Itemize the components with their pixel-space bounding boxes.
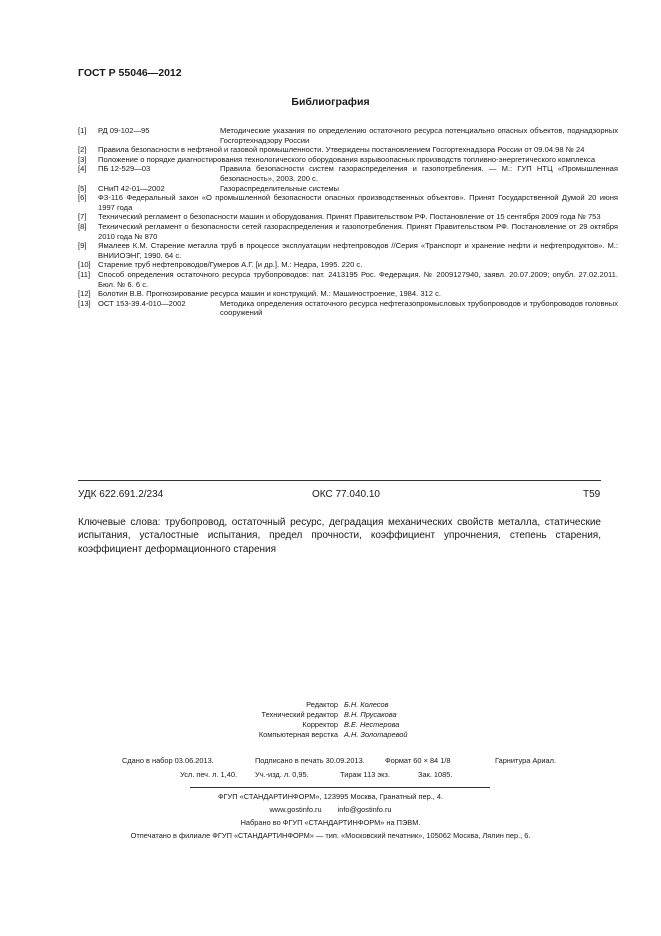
reference-text: Старение труб нефтепроводов/Гумеров А.Г. [и др.]. М.: Недра, 1995. 220 с. — [98, 260, 363, 270]
print-set-date: Сдано в набор 03.06.2013. — [122, 756, 214, 765]
print-uch: Уч.-изд. л. 0,95. — [255, 770, 309, 779]
keywords: Ключевые слова: трубопровод, остаточный ресурс, деградация механических свойств металла, статические испытания, усталостные испытания, предел прочности, коэффициент упрочнения, степень старения, коэффициент деформационного старения — [78, 517, 601, 555]
reference-text: Правила безопасности в нефтяной и газовой промышленности. Утверждены постановлением Госгортехнадзора России от 09.04.98 № 24 — [98, 145, 585, 155]
reference-number: [7] — [78, 212, 87, 222]
reference-item — [78, 260, 618, 270]
printed-note: Отпечатано в филиале ФГУП «СТАНДАРТИНФОРМ» — тип. «Московский печатник», 105062 Москва, Лялин пер., 6. — [130, 831, 531, 840]
website-link[interactable]: www.gostinfo.ru — [269, 805, 322, 814]
reference-number: [10] — [78, 260, 91, 270]
email-link[interactable]: info@gostinfo.ru — [337, 805, 392, 814]
reference-code: РД 09-102—95 — [98, 126, 150, 135]
credit-line — [190, 720, 490, 730]
credit-name: Б.Н. Колесов — [344, 700, 389, 709]
reference-text: Правила безопасности систем газораспределения и газопотребления. — М.: ГУП НТЦ «Промышленная безопасность», 2003. 200 с. — [220, 164, 618, 183]
credit-role: Редактор — [306, 700, 338, 709]
reference-number: [13] — [78, 298, 91, 308]
typeset-note: Набрано во ФГУП «СТАНДАРТИНФОРМ» на ПЭВМ. — [240, 818, 421, 827]
credit-role: Компьютерная верстка — [258, 730, 338, 739]
credit-line — [190, 700, 490, 710]
print-zak: Зак. 1085. — [418, 770, 453, 779]
reference-item — [78, 222, 618, 241]
reference-text: Ямалеев К.М. Старение металла труб в процессе эксплуатации нефтепроводов //Серия «Транспорт и хранение нефти и нефтепродуктов». М.: ВНИИОЭНГ, 1990. 64 с. — [98, 241, 618, 260]
document-id: ГОСТ Р 55046—2012 — [78, 67, 182, 79]
reference-item — [78, 299, 618, 318]
reference-number: [9] — [78, 241, 87, 251]
reference-item — [78, 164, 618, 183]
print-tirazh: Тираж 113 экз. — [340, 770, 390, 779]
reference-text: Технический регламент о безопасности сетей газораспределения и газопотребления. Принят Правительством РФ. Постановление от 29 октября 2010 года № 870 — [98, 221, 618, 241]
udc-code: УДК 622.691.2/234 — [78, 489, 164, 500]
credit-line — [190, 710, 490, 720]
reference-item — [78, 241, 618, 260]
reference-code: ОСТ 153-39.4-010—2002 — [98, 298, 186, 308]
reference-text: ФЗ-116 Федеральный закон «О промышленной безопасности опасных производственных объектов». Принят Государственной Думой 20 июня 1997 года — [98, 193, 618, 212]
reference-number: [5] — [78, 183, 87, 193]
reference-number: [8] — [78, 221, 87, 231]
print-format-fraction: 1/8 — [440, 756, 451, 765]
reference-number: [12] — [78, 289, 91, 299]
divider-line — [78, 480, 601, 481]
publisher-address: ФГУП «СТАНДАРТИНФОРМ», 123995 Москва, Гранатный пер., 4. — [217, 792, 444, 801]
credit-name: В.Е. Нестерова — [344, 720, 400, 729]
reference-text: Методические указания по определению остаточного ресурса потенциально опасных объектов, поднадзорных Госгортехнадзору России — [220, 126, 618, 145]
print-usl: Усл. печ. л. 1,40. — [180, 770, 237, 779]
classifier-code: Т59 — [583, 489, 601, 500]
credit-name: В.Н. Прусакова — [344, 710, 397, 719]
reference-code: СНиП 42-01—2002 — [98, 183, 165, 193]
reference-number: [6] — [78, 193, 87, 203]
reference-number: [11] — [78, 269, 91, 279]
print-format-label: Формат 60 × 84 — [385, 756, 439, 765]
reference-text: Методика определения остаточного ресурса нефтегазопромысловых трубопроводов и трубопроводов головных сооружений — [220, 298, 618, 318]
publisher-contacts — [0, 805, 661, 814]
reference-item — [78, 126, 618, 145]
reference-text: Технический регламент о безопасности машин и оборудования. Принят Правительством РФ. Постановление от 15 сентября 2009 года № 753 — [98, 212, 601, 222]
reference-number: [4] — [78, 164, 87, 174]
credit-role: Корректор — [302, 720, 338, 729]
reference-code: ПБ 12-529—03 — [98, 164, 151, 174]
divider-line — [190, 787, 490, 788]
reference-number: [2] — [78, 145, 87, 155]
reference-item — [78, 193, 618, 212]
reference-text: Газораспределительные системы — [220, 183, 340, 193]
reference-text: Положение о порядке диагностирования технологического оборудования взрывоопасных производств топливно-энергетического комплекса — [98, 154, 596, 164]
print-signed-date: Подписано в печать 30.09.2013. — [255, 756, 365, 765]
reference-item — [78, 270, 618, 289]
reference-item — [78, 289, 618, 299]
reference-text: Способ определения остаточного ресурса трубопроводов: пат. 2413195 Рос. Федерация. № 2009127940, заявл. 20.07.2009; опубл. 27.02.2011. Бюл. № 6. 6 с. — [98, 269, 618, 289]
reference-item — [78, 155, 618, 165]
bibliography-list — [78, 126, 618, 318]
reference-number: [1] — [78, 126, 87, 135]
credits — [190, 700, 490, 740]
oks-code: ОКС 77.040.10 — [312, 489, 380, 500]
print-format — [385, 756, 451, 765]
reference-item — [78, 145, 618, 155]
print-font: Гарнитура Ариал. — [495, 756, 557, 765]
bibliography-title: Библиография — [291, 96, 370, 108]
credit-name: А.Н. Золотаревой — [344, 730, 408, 739]
reference-item — [78, 212, 618, 222]
reference-text: Болотин В.В. Прогнозирование ресурса машин и конструкций. М.: Машиностроение, 1984. 312 с. — [98, 289, 442, 299]
reference-number: [3] — [78, 154, 87, 164]
reference-item — [78, 184, 618, 194]
credit-role: Технический редактор — [261, 710, 338, 719]
credit-line — [190, 730, 490, 740]
